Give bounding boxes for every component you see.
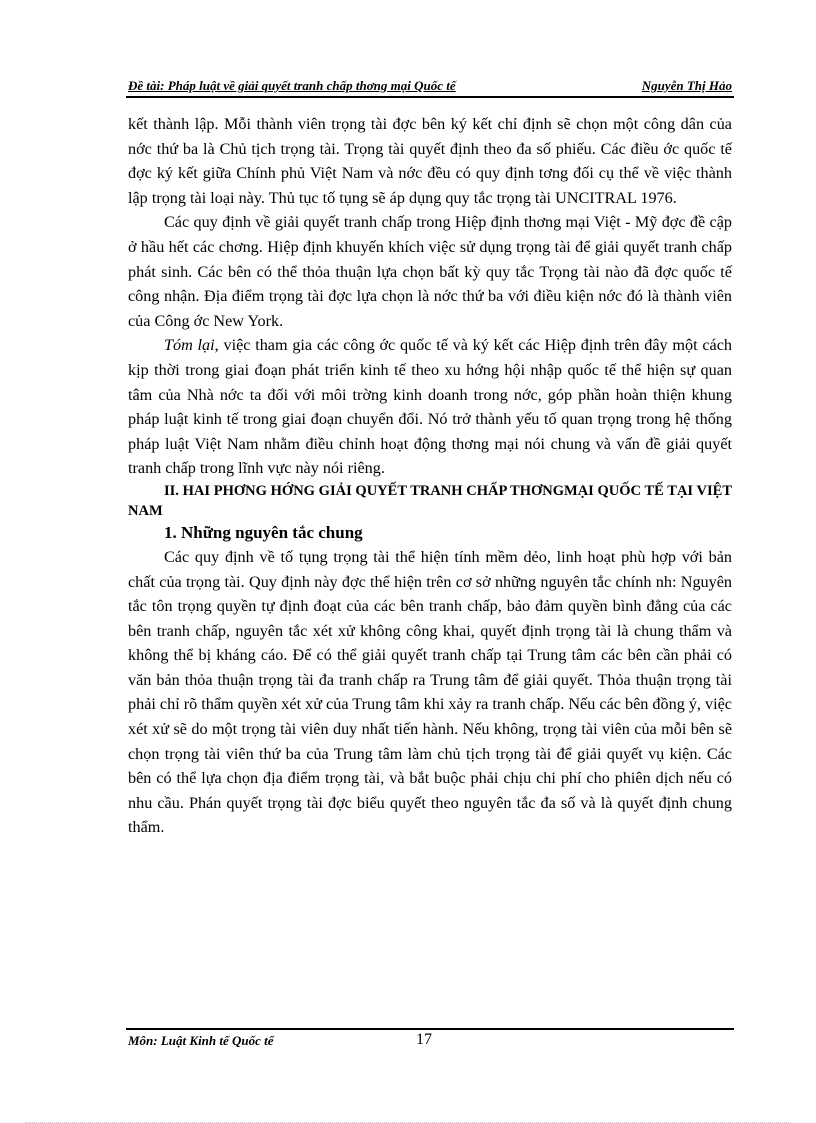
document-body xyxy=(128,112,732,840)
section-heading: II. HAI PHƠNG HỚNG GIẢI QUYẾT TRANH CHẤP THƠNGMẠI QUỐC TẾ TẠI VIỆT NAM xyxy=(128,482,732,519)
page-header xyxy=(126,76,734,98)
paragraph-4: Các quy định về tố tụng trọng tài thể hiện tính mềm dẻo, linh hoạt phù hợp với bản chất của trọng tài. Quy định này đợc thể hiện trên cơ sở những nguyên tắc chính nh: Nguyên tắc tôn trọng quyền tự định đoạt của các bên tranh chấp, bảo đảm quyền bình đẳng của các bên tranh chấp, nguyên tắc xét xử không công khai, quyết định trọng tài là chung thẩm và không thể bị kháng cáo. Để có thể giải quyết tranh chấp tại Trung tâm các bên cần phải có văn bản thỏa thuận trọng tài đa tranh chấp ra Trung tâm để giải quyết. Thỏa thuận trọng tài phải chỉ rõ thẩm quyền xét xử của Trung tâm khi xảy ra tranh chấp. Nếu các bên đồng ý, việc xét xử sẽ do một trọng tài viên duy nhất tiến hành. Nếu không, trọng tài viên của mỗi bên sẽ chọn trọng tài viên thứ ba của Trung tâm làm chủ tịch trọng tài để giải quyết vụ kiện. Các bên có thể lựa chọn địa điểm trọng tài, và bắt buộc phải chịu chi phí cho phiên dịch nếu có nhu cầu. Phán quyết trọng tài đợc biểu quyết theo nguyên tắc đa số và là quyết định chung thẩm. xyxy=(128,547,732,837)
page-number: 17 xyxy=(416,1031,432,1048)
paragraph-3 xyxy=(128,333,732,481)
header-topic: Đề tài: Pháp luật về giải quyết tranh chấp thơng mại Quốc tế xyxy=(128,78,456,93)
paragraph-3-text: , việc tham gia các công ớc quốc tế và ký kết các Hiệp định trên đây một cách kịp thời trong giai đoạn phát triển kinh tế theo xu hớng hội nhập quốc tế thể hiện sự quan tâm của Nhà nớc ta đối với môi trờng kinh doanh trong nớc, góp phần hoàn thiện khung pháp luật kinh tế trong giai đoạn chuyển đổi. Nó trở thành yếu tố quan trọng trong hệ thống pháp luật Việt Nam nhằm điều chỉnh hoạt động thơng mại nói chung và vấn đề giải quyết tranh chấp trong lĩnh vực này nói riêng. xyxy=(128,336,732,478)
paragraph-1: kết thành lập. Mỗi thành viên trọng tài đợc bên ký kết chỉ định sẽ chọn một công dân của nớc thứ ba là Chủ tịch trọng tài. Trọng tài quyết định theo đa số phiếu. Các điều ớc quốc tế đợc ký kết giữa Chính phủ Việt Nam và nớc đều có quy định tơng đối cụ thể về việc thành lập trọng tài loại này. Thủ tục tố tụng sẽ áp dụng quy tắc trọng tài UNCITRAL 1976. xyxy=(128,115,732,207)
subheading: 1. Những nguyên tắc chung xyxy=(164,522,363,542)
footer-subject: Môn: Luật Kinh tế Quốc tế xyxy=(128,1033,274,1048)
paragraph-3-lead: Tóm lại xyxy=(164,336,215,355)
header-author: Nguyễn Thị Hảo xyxy=(641,78,732,93)
paragraph-2: Các quy định về giải quyết tranh chấp trong Hiệp định thơng mại Việt - Mỹ đợc đề cập ở hầu hết các chơng. Hiệp định khuyến khích việc sử dụng trọng tài để giải quyết tranh chấp phát sinh. Các bên có thể thỏa thuận lựa chọn bất kỳ quy tắc Trọng tài nào đã đợc quốc tế công nhận. Địa điểm trọng tài đợc lựa chọn là nớc thứ ba với điều kiện nớc đó là thành viên của Công ớc New York. xyxy=(128,213,732,330)
